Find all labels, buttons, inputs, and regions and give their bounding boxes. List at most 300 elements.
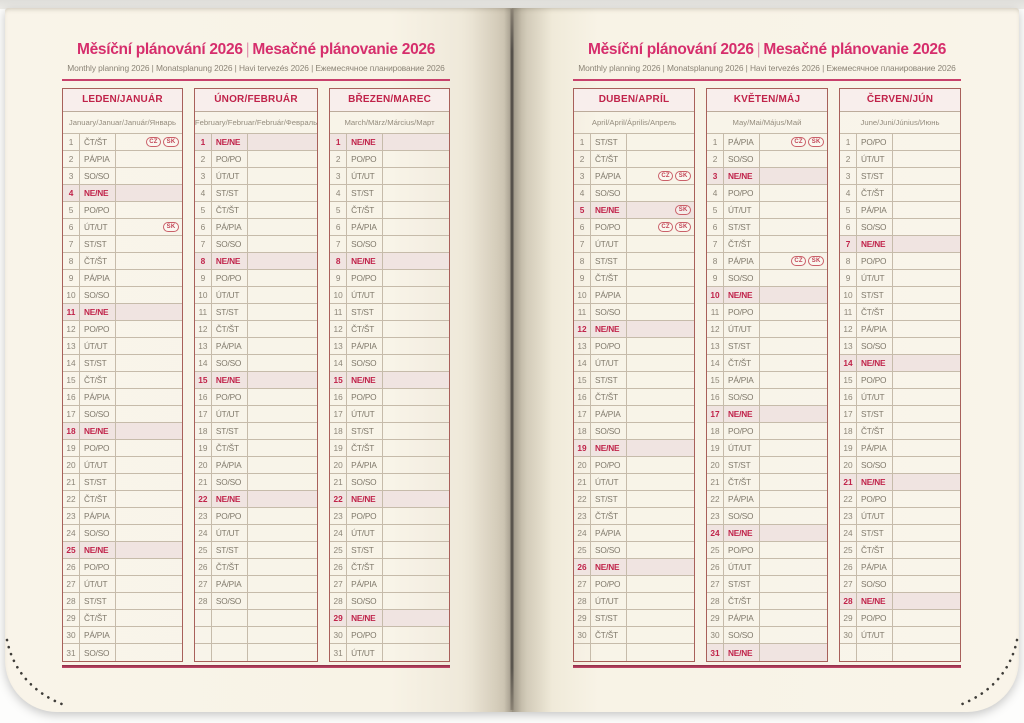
day-notes-area: [383, 185, 449, 201]
day-notes-area: [893, 236, 960, 252]
day-row: [195, 440, 317, 457]
day-of-week: ST/ST: [80, 236, 116, 252]
day-row: [574, 304, 694, 321]
day-of-week: ST/ST: [347, 423, 383, 439]
day-row: [574, 576, 694, 593]
day-row: [195, 168, 317, 185]
day-of-week: NE/NE: [212, 253, 248, 269]
day-of-week: NE/NE: [80, 304, 116, 320]
day-row: [330, 270, 449, 287]
day-row: [330, 219, 449, 236]
day-row: [63, 355, 182, 372]
header-rule: [62, 79, 450, 81]
day-notes-area: [893, 219, 960, 235]
day-number: 6: [63, 219, 80, 235]
day-of-week: ST/ST: [724, 219, 760, 235]
day-number: 9: [574, 270, 591, 286]
day-notes-area: [893, 525, 960, 541]
months-row-right: [573, 88, 961, 662]
day-number: 26: [63, 559, 80, 575]
day-row: [330, 474, 449, 491]
months-row-left: [62, 88, 450, 662]
day-notes-area: [383, 287, 449, 303]
day-row: [330, 559, 449, 576]
day-row: [707, 593, 827, 610]
day-of-week: SO/SO: [347, 236, 383, 252]
day-of-week: NE/NE: [591, 559, 627, 575]
day-notes-area: [760, 185, 827, 201]
day-of-week: PÁ/PIA: [591, 525, 627, 541]
day-row: [63, 627, 182, 644]
day-row: [330, 236, 449, 253]
day-row: [707, 542, 827, 559]
day-row: [840, 304, 960, 321]
day-number: [574, 644, 591, 661]
day-row: [707, 627, 827, 644]
month-name: LEDEN/JANUÁR: [63, 89, 182, 112]
day-number: 17: [195, 406, 212, 422]
day-row: [707, 321, 827, 338]
day-row-sunday: [707, 406, 827, 423]
day-of-week: ČT/ŠT: [80, 253, 116, 269]
planner-spread: [5, 8, 1019, 712]
day-row: [574, 168, 694, 185]
day-number: 1: [707, 134, 724, 150]
day-of-week: SO/SO: [212, 236, 248, 252]
day-of-week: ST/ST: [212, 304, 248, 320]
day-row: [330, 202, 449, 219]
month-table-kveten: [706, 88, 828, 662]
day-of-week: SO/SO: [80, 287, 116, 303]
day-of-week: [212, 610, 248, 626]
day-number: 3: [707, 168, 724, 184]
day-number: 22: [63, 491, 80, 507]
day-number: 28: [63, 593, 80, 609]
page-title: [62, 41, 450, 59]
day-notes-area: [116, 440, 182, 456]
day-notes-area: [116, 576, 182, 592]
day-of-week: SO/SO: [857, 338, 893, 354]
day-of-week: ST/ST: [724, 457, 760, 473]
day-number: 13: [195, 338, 212, 354]
day-number: 9: [840, 270, 857, 286]
day-of-week: SO/SO: [347, 474, 383, 490]
day-notes-area: [627, 457, 694, 473]
day-row: [707, 440, 827, 457]
day-of-week: PO/PO: [80, 321, 116, 337]
day-number: 26: [574, 559, 591, 575]
day-notes-area: [893, 134, 960, 150]
day-number: 20: [707, 457, 724, 473]
day-number: 1: [574, 134, 591, 150]
page-title: [573, 41, 961, 59]
day-of-week: PO/PO: [347, 270, 383, 286]
day-number: 9: [330, 270, 347, 286]
day-number: 28: [330, 593, 347, 609]
day-of-week: SO/SO: [591, 542, 627, 558]
day-number: 12: [707, 321, 724, 337]
day-of-week: PO/PO: [724, 542, 760, 558]
day-of-week: ÚT/UT: [347, 525, 383, 541]
day-row: [63, 440, 182, 457]
day-row: [574, 236, 694, 253]
day-of-week: ÚT/UT: [80, 457, 116, 473]
holiday-badge-sk: SK: [675, 222, 691, 232]
day-row: [195, 287, 317, 304]
day-row-sunday: [330, 372, 449, 389]
day-number: 18: [63, 423, 80, 439]
day-of-week: ČT/ŠT: [724, 236, 760, 252]
day-notes-area: [893, 457, 960, 473]
day-number: 30: [840, 627, 857, 643]
day-notes-area: [760, 491, 827, 507]
day-row: [840, 321, 960, 338]
day-number: 20: [195, 457, 212, 473]
day-number: 11: [63, 304, 80, 320]
day-number: 19: [330, 440, 347, 456]
day-of-week: PO/PO: [212, 270, 248, 286]
day-number: 28: [574, 593, 591, 609]
day-notes-area: [116, 202, 182, 218]
day-notes-area: [383, 440, 449, 456]
holiday-badge-sk: SK: [163, 222, 179, 232]
page-subtitle: Monthly planning 2026 | Monatsplanung 2026 | Havi tervezés 2026 | Ежемесячное планирование 2026: [67, 63, 445, 73]
day-row: [63, 372, 182, 389]
day-of-week: PO/PO: [80, 440, 116, 456]
day-notes-area: [116, 525, 182, 541]
day-number: 12: [63, 321, 80, 337]
day-number: 3: [574, 168, 591, 184]
day-of-week: ČT/ŠT: [591, 389, 627, 405]
day-row: [195, 610, 317, 627]
day-notes-area: [116, 491, 182, 507]
day-row: [840, 151, 960, 168]
day-row: [840, 423, 960, 440]
day-row: [707, 270, 827, 287]
day-number: 28: [195, 593, 212, 609]
day-of-week: ST/ST: [724, 338, 760, 354]
day-number: 14: [574, 355, 591, 371]
day-number: 30: [574, 627, 591, 643]
day-number: 22: [195, 491, 212, 507]
day-row: [574, 491, 694, 508]
day-notes-area: [383, 389, 449, 405]
day-number: 2: [330, 151, 347, 167]
day-notes-area: [248, 185, 317, 201]
day-of-week: PO/PO: [724, 304, 760, 320]
day-of-week: PÁ/PIA: [857, 321, 893, 337]
day-row: [195, 627, 317, 644]
day-number: 30: [63, 627, 80, 643]
day-number: 29: [574, 610, 591, 626]
day-number: 30: [707, 627, 724, 643]
day-notes-area: [116, 287, 182, 303]
day-of-week: ST/ST: [212, 542, 248, 558]
day-row: [195, 304, 317, 321]
day-number: 6: [574, 219, 591, 235]
day-number: [840, 644, 857, 661]
day-notes-area: [248, 338, 317, 354]
holiday-badge-cz: CZ: [791, 256, 806, 266]
day-notes-area: [627, 508, 694, 524]
month-languages: May/Mai/Május/Май: [707, 112, 827, 134]
day-of-week: PÁ/PIA: [591, 168, 627, 184]
day-row: [195, 542, 317, 559]
day-of-week: SO/SO: [724, 270, 760, 286]
day-of-week: ČT/ŠT: [591, 151, 627, 167]
day-number: 27: [707, 576, 724, 592]
day-of-week: PÁ/PIA: [724, 610, 760, 626]
day-of-week: SO/SO: [212, 593, 248, 609]
page-subtitle: Monthly planning 2026 | Monatsplanung 2026 | Havi tervezés 2026 | Ежемесячное планирование 2026: [578, 63, 956, 73]
day-notes-area: [248, 406, 317, 422]
day-number: 31: [707, 644, 724, 661]
day-notes-area: [760, 542, 827, 558]
month-table-leden: [62, 88, 183, 662]
day-row: [63, 219, 182, 236]
day-notes-area: [116, 627, 182, 643]
day-of-week: ÚT/UT: [857, 627, 893, 643]
holiday-badge-cz: CZ: [658, 222, 673, 232]
right-page-content: [573, 8, 961, 668]
day-of-week: PO/PO: [212, 508, 248, 524]
day-number: 12: [330, 321, 347, 337]
day-number: 5: [195, 202, 212, 218]
day-number: 13: [63, 338, 80, 354]
day-of-week: PO/PO: [212, 389, 248, 405]
day-number: 26: [840, 559, 857, 575]
day-row: [707, 576, 827, 593]
day-row: [707, 457, 827, 474]
day-number: 24: [63, 525, 80, 541]
day-of-week: NE/NE: [724, 287, 760, 303]
day-number: 8: [840, 253, 857, 269]
day-row: [707, 151, 827, 168]
day-row-sunday: [330, 610, 449, 627]
day-number: 19: [707, 440, 724, 456]
day-of-week: ST/ST: [591, 491, 627, 507]
day-row: [574, 593, 694, 610]
day-of-week: ÚT/UT: [80, 576, 116, 592]
day-of-week: ÚT/UT: [347, 644, 383, 661]
day-row: [574, 542, 694, 559]
day-of-week: ČT/ŠT: [80, 610, 116, 626]
day-of-week: SO/SO: [857, 576, 893, 592]
day-notes-area: [760, 372, 827, 388]
day-row: [330, 508, 449, 525]
day-number: 17: [840, 406, 857, 422]
day-of-week: PO/PO: [724, 185, 760, 201]
day-row: [330, 644, 449, 661]
left-page: [5, 8, 512, 712]
day-number: 13: [330, 338, 347, 354]
day-row-sunday: [840, 593, 960, 610]
day-of-week: [591, 644, 627, 661]
day-row-sunday: [195, 372, 317, 389]
day-number: 16: [574, 389, 591, 405]
day-of-week: NE/NE: [347, 610, 383, 626]
day-row: [574, 525, 694, 542]
day-notes-area: [627, 525, 694, 541]
day-number: 24: [707, 525, 724, 541]
day-notes-area: [383, 168, 449, 184]
day-row: [707, 338, 827, 355]
day-row: [195, 576, 317, 593]
day-of-week: PO/PO: [857, 372, 893, 388]
day-number: 2: [707, 151, 724, 167]
day-row-sunday: [840, 355, 960, 372]
day-number: 13: [840, 338, 857, 354]
day-number: 15: [330, 372, 347, 388]
day-notes-area: [760, 559, 827, 575]
day-row: [63, 168, 182, 185]
day-notes-area: [760, 219, 827, 235]
day-number: 27: [574, 576, 591, 592]
day-notes-area: [248, 491, 317, 507]
day-number: 8: [195, 253, 212, 269]
day-of-week: NE/NE: [80, 423, 116, 439]
day-number: 29: [840, 610, 857, 626]
day-number: 9: [195, 270, 212, 286]
day-notes-area: [248, 168, 317, 184]
day-row: [707, 389, 827, 406]
day-of-week: ČT/ŠT: [212, 321, 248, 337]
day-notes-area: [893, 559, 960, 575]
day-of-week: NE/NE: [857, 474, 893, 490]
day-notes-area: [760, 321, 827, 337]
day-number: 7: [330, 236, 347, 252]
day-number: 14: [840, 355, 857, 371]
day-row: [574, 287, 694, 304]
day-notes-area: [383, 202, 449, 218]
day-number: 1: [63, 134, 80, 150]
day-notes-area: [116, 219, 182, 235]
day-row: [574, 270, 694, 287]
day-of-week: PO/PO: [857, 610, 893, 626]
day-number: 11: [195, 304, 212, 320]
day-notes-area: [627, 627, 694, 643]
day-of-week: ÚT/UT: [591, 236, 627, 252]
day-number: 10: [707, 287, 724, 303]
day-row: [330, 457, 449, 474]
day-row: [574, 474, 694, 491]
day-of-week: ČT/ŠT: [80, 491, 116, 507]
day-number: 19: [63, 440, 80, 456]
day-of-week: ČT/ŠT: [724, 355, 760, 371]
day-number: 24: [574, 525, 591, 541]
day-notes-area: [627, 338, 694, 354]
day-notes-area: [760, 236, 827, 252]
day-of-week: PO/PO: [347, 389, 383, 405]
day-of-week: PO/PO: [857, 491, 893, 507]
day-row: [574, 406, 694, 423]
day-number: 7: [574, 236, 591, 252]
day-number: 5: [574, 202, 591, 218]
day-row: [330, 168, 449, 185]
day-number: 6: [840, 219, 857, 235]
day-of-week: SO/SO: [347, 593, 383, 609]
day-row: [63, 202, 182, 219]
day-of-week: ÚT/UT: [212, 525, 248, 541]
day-of-week: SO/SO: [212, 355, 248, 371]
day-row: [840, 185, 960, 202]
month-table-cerven: [839, 88, 961, 662]
day-of-week: NE/NE: [724, 525, 760, 541]
day-notes-area: [383, 321, 449, 337]
day-notes-area: [383, 457, 449, 473]
day-number: 8: [707, 253, 724, 269]
day-notes-area: [627, 355, 694, 371]
day-number: 3: [840, 168, 857, 184]
day-row: [63, 508, 182, 525]
day-of-week: ST/ST: [347, 185, 383, 201]
day-row: [707, 202, 827, 219]
day-of-week: ST/ST: [212, 185, 248, 201]
day-of-week: SO/SO: [724, 508, 760, 524]
day-number: 16: [707, 389, 724, 405]
day-number: 21: [330, 474, 347, 490]
day-number: 14: [195, 355, 212, 371]
day-of-week: ÚT/UT: [857, 151, 893, 167]
day-notes-area: [893, 593, 960, 609]
day-number: 7: [195, 236, 212, 252]
day-of-week: ČT/ŠT: [347, 202, 383, 218]
day-notes-area: [383, 304, 449, 320]
day-row: [840, 253, 960, 270]
day-number: 29: [707, 610, 724, 626]
day-notes-area: [760, 474, 827, 490]
day-row-sunday: [840, 474, 960, 491]
day-row: [195, 151, 317, 168]
day-notes-area: [383, 219, 449, 235]
day-notes-area: [627, 576, 694, 592]
day-number: 17: [707, 406, 724, 422]
day-number: 8: [330, 253, 347, 269]
day-notes-area: [893, 168, 960, 184]
day-notes-area: [627, 304, 694, 320]
day-notes-area: [627, 423, 694, 439]
day-row: [195, 321, 317, 338]
day-notes-area: [627, 151, 694, 167]
day-row-sunday: [707, 644, 827, 661]
day-row: [574, 389, 694, 406]
day-notes-area: [893, 644, 960, 661]
day-notes-area: [116, 559, 182, 575]
day-row: [840, 457, 960, 474]
day-of-week: NE/NE: [80, 185, 116, 201]
day-number: 11: [840, 304, 857, 320]
day-number: 2: [840, 151, 857, 167]
day-of-week: ST/ST: [857, 406, 893, 422]
day-row: [840, 406, 960, 423]
day-of-week: ÚT/UT: [857, 389, 893, 405]
day-of-week: NE/NE: [591, 202, 627, 218]
month-languages: March/März/Március/Март: [330, 112, 449, 134]
day-of-week: ÚT/UT: [724, 202, 760, 218]
day-of-week: NE/NE: [347, 372, 383, 388]
day-notes-area: [893, 576, 960, 592]
day-number: 14: [330, 355, 347, 371]
day-row: [707, 474, 827, 491]
day-row-sunday: [707, 287, 827, 304]
day-row: [840, 219, 960, 236]
day-of-week: ČT/ŠT: [591, 508, 627, 524]
day-of-week: PO/PO: [591, 219, 627, 235]
day-of-week: ÚT/UT: [80, 219, 116, 235]
day-of-week: ST/ST: [591, 253, 627, 269]
day-number: 21: [195, 474, 212, 490]
day-notes-area: [893, 423, 960, 439]
